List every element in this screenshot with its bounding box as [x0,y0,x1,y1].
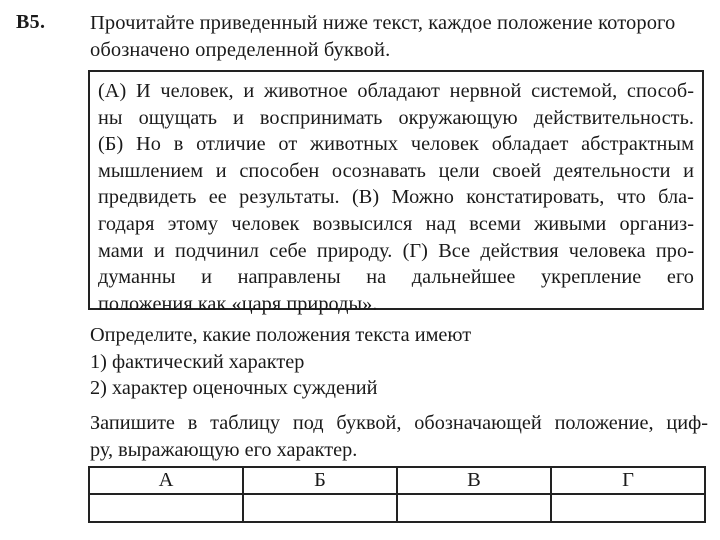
answer-cell-v[interactable] [397,494,551,522]
task-instruction [90,10,708,64]
answer-table-input-row [89,494,705,522]
answer-table-header-row [89,467,705,494]
question-line: Определите, какие положения текста имеют [90,324,472,346]
question-block [90,322,708,402]
passage-line: (А) И человек, и животное обладают нервной системой, способ- [98,80,694,102]
passage-line: положения как «царя природы». [98,292,378,315]
instruction-line: обозначено определенной буквой. [90,39,391,61]
task-label: В5. [16,11,46,33]
question-option: 2) характер оценочных суждений [90,377,378,399]
answer-cell-b[interactable] [243,494,397,522]
answer-table [88,466,706,523]
write-instruction [90,410,708,463]
answer-header-v: В [397,467,551,494]
passage-line: (Б) Но в отличие от животных человек обладает абстрактным [98,133,694,156]
write-instruction-line: Запишите в таблицу под буквой, обозначающей положение, циф- [90,412,708,434]
passage-line: ны ощущать и воспринимать окружающую действительность. [98,106,694,129]
answer-header-a: А [89,467,243,494]
passage-line: мами и подчинил себе природу. (Г) Все действия человека про- [98,239,694,262]
answer-header-b: Б [243,467,397,494]
instruction-line: Прочитайте приведенный ниже текст, каждое положение которого [90,12,676,34]
write-instruction-line: ру, выражающую его характер. [90,438,358,461]
passage-line: предвидеть ее результаты. (В) Можно констатировать, что бла- [98,186,694,209]
passage-box [88,70,704,315]
passage-line: годаря этому человек возвысился над всеми живыми организ- [98,212,694,235]
question-option: 1) фактический характер [90,350,305,373]
answer-cell-g[interactable] [551,494,705,522]
answer-cell-a[interactable] [89,494,243,522]
answer-header-g: Г [551,467,705,494]
passage-line: думанны и направлены на дальнейшее укрепление его [98,266,694,289]
passage-line: мышлением и способен осознавать цели своей деятельности и [98,159,694,182]
